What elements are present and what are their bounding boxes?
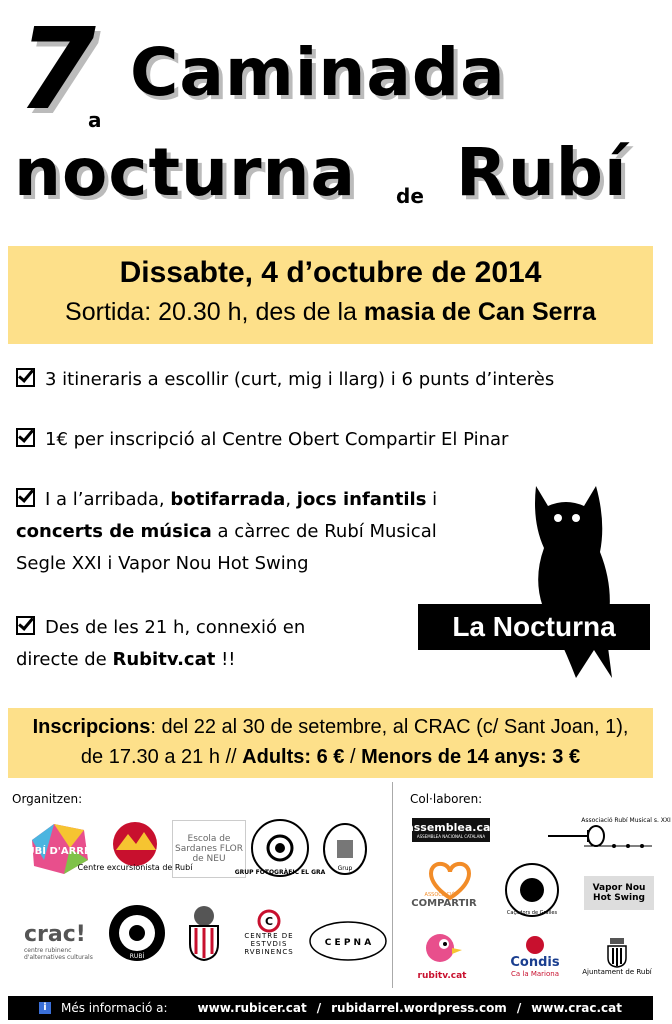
price-adults: Adults: 6 €	[242, 746, 345, 768]
condis-subtitle: Ca la Mariona	[510, 969, 560, 978]
title-prep: de	[396, 184, 424, 208]
price-minors: Menors de 14 anys: 3 €	[361, 746, 581, 768]
title-place: Rubí	[456, 134, 628, 211]
bullet-bold: Rubitv.cat	[112, 649, 216, 670]
bullet-rubitv	[16, 612, 305, 676]
crac-subtitle: centre rubinenc d'alternatives culturals	[24, 946, 93, 961]
cepna-icon	[308, 920, 388, 962]
checkbox-icon	[16, 428, 35, 447]
compartir-text: COMPARTIR	[411, 898, 477, 909]
footer-separator: /	[516, 1001, 522, 1015]
owl-logo-text: La Nocturna	[452, 611, 616, 642]
escola-sardanes-logo: Escola de Sardanes FLOR de NEU	[172, 820, 246, 878]
svg-text:C: C	[264, 915, 274, 928]
camera-icon	[234, 818, 326, 878]
cercle-logo	[322, 822, 368, 876]
bullet-text: Segle XXI i Vapor Nou Hot Swing	[16, 553, 309, 574]
centre-estudis-text: CENTRE DE ESTVDIS RVBINENCS	[244, 932, 294, 956]
centre-excursionista-logo	[77, 820, 193, 876]
cercle-text: Grup	[337, 865, 353, 872]
start-prefix: Sortida: 20.30 h, des de la	[65, 298, 364, 326]
cacadors-logo	[504, 862, 560, 918]
cepna-text: C E P N A	[324, 938, 372, 948]
assemblea-subtitle: ASSEMBLEA NACIONAL CATALANA	[416, 834, 486, 839]
footer-separator: /	[316, 1001, 322, 1015]
ajuntament-logo	[578, 928, 656, 984]
collaborators-label: Col·laboren:	[410, 792, 483, 806]
bullet-arribada	[16, 484, 456, 580]
bullet-text: 3 itineraris a escollir (curt, mig i llarg) i 6 punts d’interès	[45, 369, 555, 390]
checkbox-icon	[16, 616, 35, 635]
bird-icon	[414, 926, 470, 982]
bullet-text: 1€ per inscripció al Centre Obert Compartir El Pinar	[45, 429, 509, 450]
start-place: masia de Can Serra	[363, 298, 596, 326]
grup-fotografic-logo	[234, 818, 326, 878]
cacadors-icon	[504, 862, 560, 918]
amics-logo	[108, 904, 166, 962]
bullet-text: ,	[285, 489, 297, 510]
crac-wordmark: crac!	[24, 921, 86, 947]
bullet-inscripcio	[16, 424, 508, 456]
bullet-text: i	[426, 489, 438, 510]
rubi-darrel-text: RUBÍ D'ARREL	[18, 846, 98, 857]
condis-logo	[500, 928, 570, 984]
amics-icon	[108, 904, 166, 962]
trombone-icon	[544, 812, 671, 852]
inscriptions-line1	[8, 712, 653, 742]
bullet-text: !!	[215, 649, 236, 670]
event-start	[8, 298, 653, 327]
inscriptions-text: : del 22 al 30 de setembre, al CRAC (c/ Sant Joan, 1),	[150, 716, 629, 738]
checkbox-icon	[16, 488, 35, 507]
rubitv-text: rubitv.cat	[417, 971, 467, 981]
title-ordinal: a	[88, 108, 102, 132]
poster-title	[0, 0, 672, 240]
inscriptions-hours: de 17.30 a 21 h //	[80, 746, 243, 768]
condis-wordmark: Condis	[510, 954, 560, 970]
centre-estudis-icon	[257, 910, 281, 932]
cacadors-text: Caçadors de Gralles	[506, 910, 558, 916]
centre-estudis-logo	[238, 906, 300, 960]
date-banner	[8, 246, 653, 344]
footer-bar	[8, 996, 653, 1020]
title-number: 7	[18, 5, 92, 135]
footer-info-label: Més informació a:	[60, 1001, 168, 1015]
bullet-text: Des de les 21 h, connexió en	[45, 617, 306, 638]
rubitv-logo	[414, 926, 470, 982]
grup-fotografic-text: GRUP FOTOGRÀFIC EL GRA	[234, 869, 326, 876]
coat-of-arms-icon	[605, 936, 629, 968]
assemblea-wordmark: assemblea.cat	[406, 821, 496, 834]
bullet-bold: jocs infantils	[296, 489, 427, 510]
bullet-bold: botifarrada	[170, 489, 286, 510]
link-crac[interactable]: www.crac.cat	[531, 1001, 622, 1015]
bullet-bold: concerts de música	[16, 521, 212, 542]
bullet-text: a càrrec de Rubí Musical	[211, 521, 437, 542]
heart-icon	[412, 858, 488, 914]
link-rubidarrel[interactable]: rubidarrel.wordpress.com	[331, 1001, 507, 1015]
ajuntament-text: Ajuntament de Rubí	[582, 968, 652, 976]
escut-logo	[184, 904, 224, 962]
vapor-nou-logo: Vapor Nou Hot Swing	[584, 876, 654, 910]
bullet-text: directe de	[16, 649, 113, 670]
bullet-itineraris	[16, 364, 554, 396]
info-icon: i	[39, 1002, 51, 1014]
compartir-logo	[412, 858, 488, 914]
bullet-text: I a l’arribada,	[45, 489, 171, 510]
inscriptions-banner	[8, 708, 653, 778]
cercle-icon	[322, 822, 368, 876]
centre-excursionista-icon	[77, 820, 193, 876]
owl-icon	[416, 482, 654, 682]
inscriptions-line2	[8, 742, 653, 772]
cepna-logo	[308, 920, 388, 962]
shield-icon	[184, 904, 224, 962]
centre-excursionista-text: Centre excursionista de Rubí	[77, 863, 193, 872]
amics-text: RUBÍ	[129, 953, 145, 960]
crac-logo	[24, 918, 94, 964]
link-rubicer[interactable]: www.rubicer.cat	[197, 1001, 307, 1015]
compartir-prefix: ASSOCIACIÓ	[424, 892, 456, 898]
checkbox-icon	[16, 368, 35, 387]
title-line1: Caminada	[130, 34, 506, 111]
price-separator: /	[344, 746, 362, 768]
event-date: Dissabte, 4 d’octubre de 2014	[119, 256, 542, 289]
rubi-musical-text: Associació Rubí Musical s. XXI	[581, 817, 671, 824]
la-nocturna-logo	[416, 482, 654, 682]
rubi-musical-logo	[544, 812, 671, 852]
assemblea-logo	[406, 818, 496, 842]
condis-icon	[520, 935, 550, 955]
organizers-label: Organitzen:	[12, 792, 83, 806]
inscriptions-label: Inscripcions	[32, 716, 151, 738]
title-line2: nocturna	[14, 134, 357, 211]
partners-divider	[392, 782, 393, 988]
